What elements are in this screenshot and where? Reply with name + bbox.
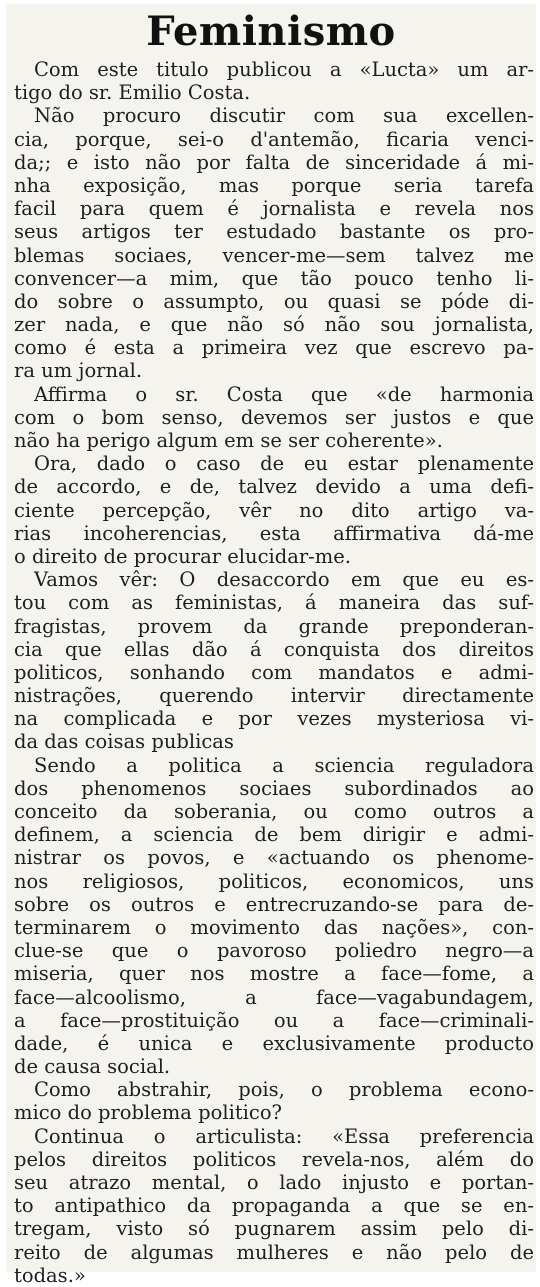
article-line: tou com as feministas, á maneira das suf-: [14, 591, 534, 615]
article-body: [14, 58, 534, 1287]
article-line: como é esta a primeira vez que escrevo pa-: [14, 336, 534, 360]
article-line: definem, a sciencia de bem dirigir e admi-: [14, 823, 534, 847]
article-line: na complicada e por vezes mysteriosa vi-: [14, 707, 534, 731]
article-line: to antipathico da propaganda a que se en-: [14, 1194, 534, 1218]
article-line: o direito de procurar elucidar-me.: [14, 544, 351, 568]
article-line: Com este titulo publicou a «Lucta» um ar-: [34, 58, 534, 81]
article-line: Sendo a politica a sciencia reguladora: [34, 753, 534, 777]
article-line: seus artigos ter estudado bastante os pro-: [14, 220, 534, 244]
article-line: face—alcoolismo, a face—vagabundagem,: [14, 985, 534, 1009]
article-line: mico do problema politico?: [14, 1101, 283, 1125]
article-line: pelos direitos politicos revela-nos, além do: [14, 1147, 534, 1171]
article-line: Como abstrahir, pois, o problema econo-: [34, 1078, 534, 1102]
article-line: tigo do sr. Emilio Costa.: [14, 81, 251, 105]
article-line: reito de algumas mulheres e não pelo de: [14, 1240, 534, 1264]
article-line: facil para quem é jornalista e revela nos: [14, 197, 534, 221]
article-line: zer nada, e que não só não sou jornalista,: [14, 313, 534, 337]
article-line: blemas sociaes, vencer-me—sem talvez me: [14, 243, 534, 267]
article-line: tregam, visto só pugnarem assim pelo di-: [14, 1217, 534, 1241]
article-title: Feminismo: [146, 8, 396, 55]
article-line: seu atrazo mental, o lado injusto e portan-: [14, 1171, 534, 1194]
article-line: nistrações, querendo intervir directamente: [14, 684, 534, 708]
article-line: nos religiosos, politicos, economicos, uns: [14, 869, 534, 893]
article-line: fragistas, provem da grande preponderan-: [14, 614, 534, 638]
article-line: cia que ellas dão á conquista dos direitos: [14, 637, 534, 661]
article-line: politicos, sonhando com mandatos e admi-: [14, 660, 534, 684]
article-line: ciente percepção, vêr no dito artigo va-: [14, 498, 534, 522]
article-line: conceito da soberania, ou como outros a: [14, 800, 534, 823]
article-line: do sobre o assumpto, ou quasi se póde di-: [14, 289, 534, 313]
article-line: nistrar os povos, e «actuando os phenome-: [14, 846, 534, 870]
article-line: rias incoherencias, esta affirmativa dá-me: [14, 521, 534, 545]
article-line: Continua o articulista: «Essa preferencia: [34, 1124, 534, 1148]
article-line: com o bom senso, devemos ser justos e que: [14, 405, 534, 429]
article-line: convencer—a mim, que tão pouco tenho li-: [14, 266, 534, 290]
article-line: miseria, quer nos mostre a face—fome, a: [14, 962, 534, 986]
article-line: Não procuro discutir com sua excellen-: [34, 104, 534, 128]
article-line: cia, porque, sei-o d'antemão, ficaria venci-: [14, 127, 534, 151]
article-line: de causa social.: [14, 1055, 171, 1079]
article-line: de accordo, e de, talvez devido a uma defi-: [14, 475, 534, 499]
article-line: da;; e isto não por falta de sinceridade á mi-: [14, 150, 534, 174]
article-line: Vamos vêr: O desaccordo em que eu es-: [34, 568, 534, 592]
article-line: ra um jornal.: [14, 359, 143, 383]
article-line: clue-se que o pavoroso poliedro negro—a: [14, 939, 534, 963]
article-line: Affirma o sr. Costa que «de harmonia: [34, 382, 534, 406]
newspaper-clipping: [6, 4, 536, 1287]
article-line: nha exposição, mas porque seria tarefa: [14, 173, 534, 197]
article-line: não ha perigo algum em se ser coherente».: [14, 429, 443, 452]
article-line: a face—prostituição ou a face—criminali-: [14, 1008, 534, 1032]
article-line: Ora, dado o caso de eu estar plenamente: [34, 452, 534, 476]
article-line: terminarem o movimento das nações», con-: [14, 915, 534, 939]
article-line: da das coisas publicas: [14, 730, 234, 754]
article-line: todas.»: [14, 1263, 86, 1287]
article-line: dos phenomenos sociaes subordinados ao: [14, 776, 534, 800]
article-line: sobre os outros e entrecruzando-se para de-: [14, 892, 534, 916]
article-line: dade, é unica e exclusivamente producto: [14, 1031, 534, 1055]
